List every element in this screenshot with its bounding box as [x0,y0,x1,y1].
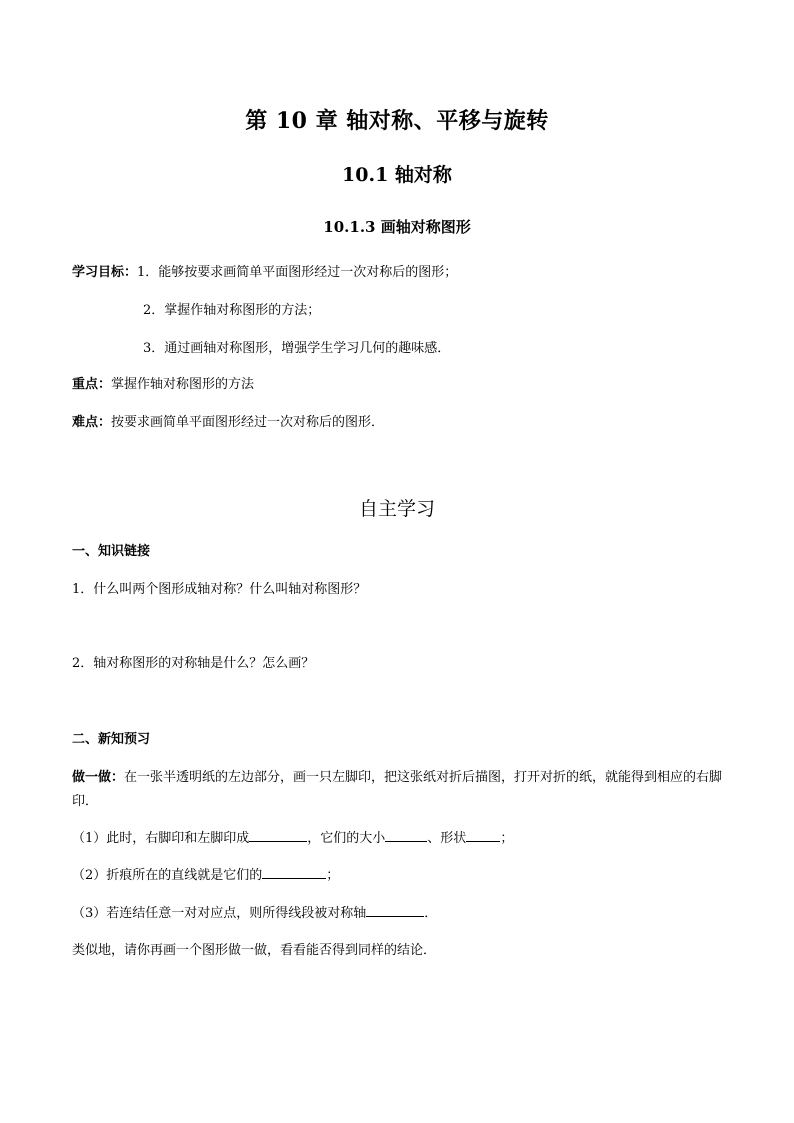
part1-heading: 一、知识链接 [72,544,151,559]
fill-item-2-text-b: ； [326,868,340,883]
question-1: 1．什么叫两个图形成轴对称？什么叫轴对称图形？ [72,582,367,597]
subsection-title: 10.1.3 画轴对称图形 [323,218,471,236]
fill-item-3 [72,903,437,924]
section-title: 10.1 轴对称 [342,164,452,186]
objective-item-3: 3．通过画轴对称图形，增强学生学习几何的趣味感． [143,341,451,356]
difficulty-label: 难点： [72,415,112,430]
objective-item-1: 1．能够按要求画简单平面图形经过一次对称后的图形； [137,265,458,280]
fill-item-1 [72,828,513,849]
part2-heading: 二、新知预习 [72,732,151,747]
fill-item-1-text-a: （1）此时，右脚印和左脚印成 [72,831,250,846]
difficulty-text: 按要求画简单平面图形经过一次对称后的图形． [111,415,385,430]
blank-3[interactable] [466,828,500,842]
fill-item-3-text-b: ． [424,906,438,921]
activity-paragraph [72,766,732,814]
key-point-text: 掌握作轴对称图形的方法 [111,377,255,392]
key-point-label: 重点： [72,377,112,392]
blank-1[interactable] [249,828,307,842]
blank-4[interactable] [262,865,326,879]
objectives-label: 学习目标： [72,265,138,280]
fill-item-1-text-b: ，它们的大小 [307,831,386,846]
fill-item-1-text-c: 、形状 [427,831,467,846]
activity-text: 在一张半透明纸的左边部分，画一只左脚印，把这张纸对折后描图，打开对折的纸，就能得到相应的右脚印． [72,770,723,809]
objectives-line-1 [72,263,457,283]
blank-2[interactable] [385,828,427,842]
question-2: 2．轴对称图形的对称轴是什么？怎么画？ [72,656,315,671]
closing-text: 类似地，请你再画一个图形做一做，看看能否得到同样的结论． [72,943,437,958]
fill-item-2-text-a: （2）折痕所在的直线就是它们的 [72,868,263,883]
difficulty-line [72,413,384,433]
fill-item-2 [72,865,339,886]
fill-item-1-text-d: ； [500,831,514,846]
chapter-title: 第 10 章 轴对称、平移与旋转 [245,108,549,134]
activity-label: 做一做： [72,770,125,785]
self-study-heading: 自主学习 [358,498,435,520]
blank-5[interactable] [366,903,424,917]
key-point-line [72,375,254,395]
objective-item-2: 2．掌握作轴对称图形的方法； [143,303,321,318]
fill-item-3-text-a: （3）若连结任意一对对应点，则所得线段被对称轴 [72,906,367,921]
